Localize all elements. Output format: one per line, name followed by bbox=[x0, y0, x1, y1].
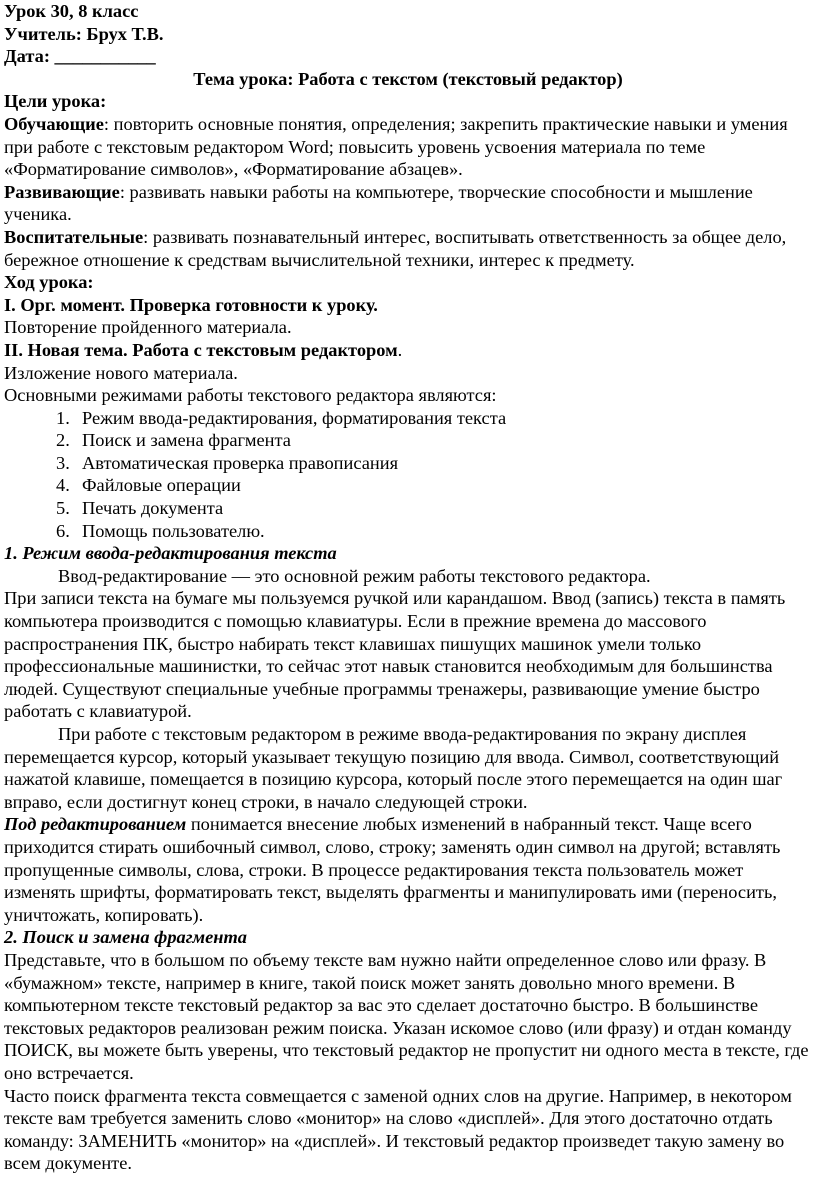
section-1-paragraph-4 bbox=[4, 813, 812, 926]
teacher-line: Учитель: Брух Т.В. bbox=[4, 23, 164, 44]
list-item-number: 6. bbox=[56, 520, 70, 541]
date-line: Дата: ___________ bbox=[4, 46, 156, 67]
goal-teaching-label: Обучающие bbox=[4, 113, 104, 134]
goal-developing-text: : развивать навыки работы на компьютере, творческие способности и мышление ученика. bbox=[4, 181, 753, 225]
list-item bbox=[56, 497, 812, 520]
list-item bbox=[56, 452, 812, 475]
list-item-number: 3. bbox=[56, 452, 70, 473]
section-2-heading: 2. Поиск и замена фрагмента bbox=[4, 927, 247, 948]
goal-developing-label: Развивающие bbox=[4, 181, 120, 202]
goals-heading: Цели урока: bbox=[4, 91, 107, 112]
course-heading: Ход урока: bbox=[4, 272, 94, 293]
goal-educational-text: : развивать познавательный интерес, воспитывать ответственность за общее дело, бережное отношение к средствам вычислительной техники, интерес к предмету. bbox=[4, 226, 787, 270]
stage-2-heading bbox=[4, 339, 812, 362]
lesson-topic: Тема урока: Работа с текстом (текстовый редактор) bbox=[193, 68, 623, 89]
goal-teaching bbox=[4, 113, 812, 181]
list-item-text: Печать документа bbox=[82, 498, 224, 519]
list-item bbox=[56, 407, 812, 430]
stage-2-title: II. Новая тема. Работа с текстовым редактором bbox=[4, 339, 398, 360]
list-item-text: Автоматическая проверка правописания bbox=[82, 452, 399, 473]
list-item-number: 1. bbox=[56, 407, 70, 428]
stage-1-text: Повторение пройденного материала. bbox=[4, 317, 292, 338]
goal-educational bbox=[4, 226, 812, 271]
list-item-number: 4. bbox=[56, 475, 70, 496]
stage-2-text: Изложение нового материала. bbox=[4, 362, 238, 383]
modes-list bbox=[4, 407, 812, 543]
list-item bbox=[56, 520, 812, 543]
goal-educational-label: Воспитательные bbox=[4, 226, 144, 247]
list-item bbox=[56, 474, 812, 497]
section-2-paragraph-1: Представьте, что в большом по объему тексте вам нужно найти определенное слово или фразу. В «бумажном» тексте, например в книге, такой поиск может занять довольно много времени. В компьютерном тексте текстовый редактор за вас это сделает достаточно быстро. В большинстве текстовых редакторов реализован режим поиска. Указан искомое слово (или фразу) и отдан команду ПОИСК, вы можете быть уверены, что текстовый редактор не пропустит ни одного места в тексте, где оно встречается. bbox=[4, 949, 809, 1083]
list-item-number: 5. bbox=[56, 498, 70, 519]
lesson-line: Урок 30, 8 класс bbox=[4, 1, 139, 21]
list-item-text: Помощь пользователю. bbox=[82, 520, 265, 541]
list-item-text: Поиск и замена фрагмента bbox=[82, 430, 291, 451]
goal-developing bbox=[4, 181, 812, 226]
list-item bbox=[56, 429, 812, 452]
stage-2-dot: . bbox=[397, 339, 403, 360]
goal-teaching-text: : повторить основные понятия, определения; закрепить практические навыки и умения при работе с текстовым редактором Word; повысить уровень усвоения материала по теме «Форматирование символов», «Форматирование абзацев». bbox=[4, 113, 788, 180]
stage-1-heading: I. Орг. момент. Проверка готовности к уроку. bbox=[4, 294, 378, 315]
editing-term: Под редактированием bbox=[4, 814, 187, 835]
section-2-paragraph-2: Часто поиск фрагмента текста совмещается с заменой одних слов на другие. Например, в некотором тексте вам требуется заменить слово «монитор» на слово «дисплей». Для этого достаточно отдать команду: ЗАМЕНИТЬ «монитор» на «дисплей». И текстовый редактор произведет такую замену во всем документе. bbox=[4, 1085, 792, 1174]
modes-intro: Основными режимами работы текстового редактора являются: bbox=[4, 385, 497, 406]
editing-definition: понимается внесение любых изменений в набранный текст. Чаще всего приходится стирать ошибочный символ, слово, строку; заменять один символ на другой; вставлять пропущенные символы, слова, строки. В процессе редактирования текста пользователь может изменять шрифты, форматировать текст, выделять фрагменты и манипулировать ими (переносить, уничтожать, копировать). bbox=[4, 814, 781, 925]
section-1-paragraph-2: При записи текста на бумаге мы пользуемся ручкой или карандашом. Ввод (запись) текста в память компьютера производится с помощью клавиатуры. Если в прежние времена до массового распространения ПК, быстро набирать текст клавишах пишущих машинок умели только профессиональные машинистки, то сейчас этот навык становится необходимым для большинства людей. Существуют специальные учебные программы тренажеры, развивающие умение быстро работать с клавиатурой. bbox=[4, 588, 786, 722]
list-item-text: Режим ввода-редактирования, форматирования текста bbox=[82, 407, 507, 428]
section-1-heading: 1. Режим ввода-редактирования текста bbox=[4, 543, 337, 564]
list-item-text: Файловые операции bbox=[82, 475, 241, 496]
list-item-number: 2. bbox=[56, 430, 70, 451]
section-1-paragraph-3: При работе с текстовым редактором в режиме ввода-редактирования по экрану дисплея перемещается курсор, который указывает текущую позицию для ввода. Символ, соответствующий нажатой клавише, помещается в позицию курсора, который после этого перемещается на один шаг вправо, если достигнут конец строки, в начало следующей строки. bbox=[4, 724, 783, 812]
section-1-paragraph-1: Ввод-редактирование — это основной режим работы текстового редактора. bbox=[58, 565, 651, 586]
